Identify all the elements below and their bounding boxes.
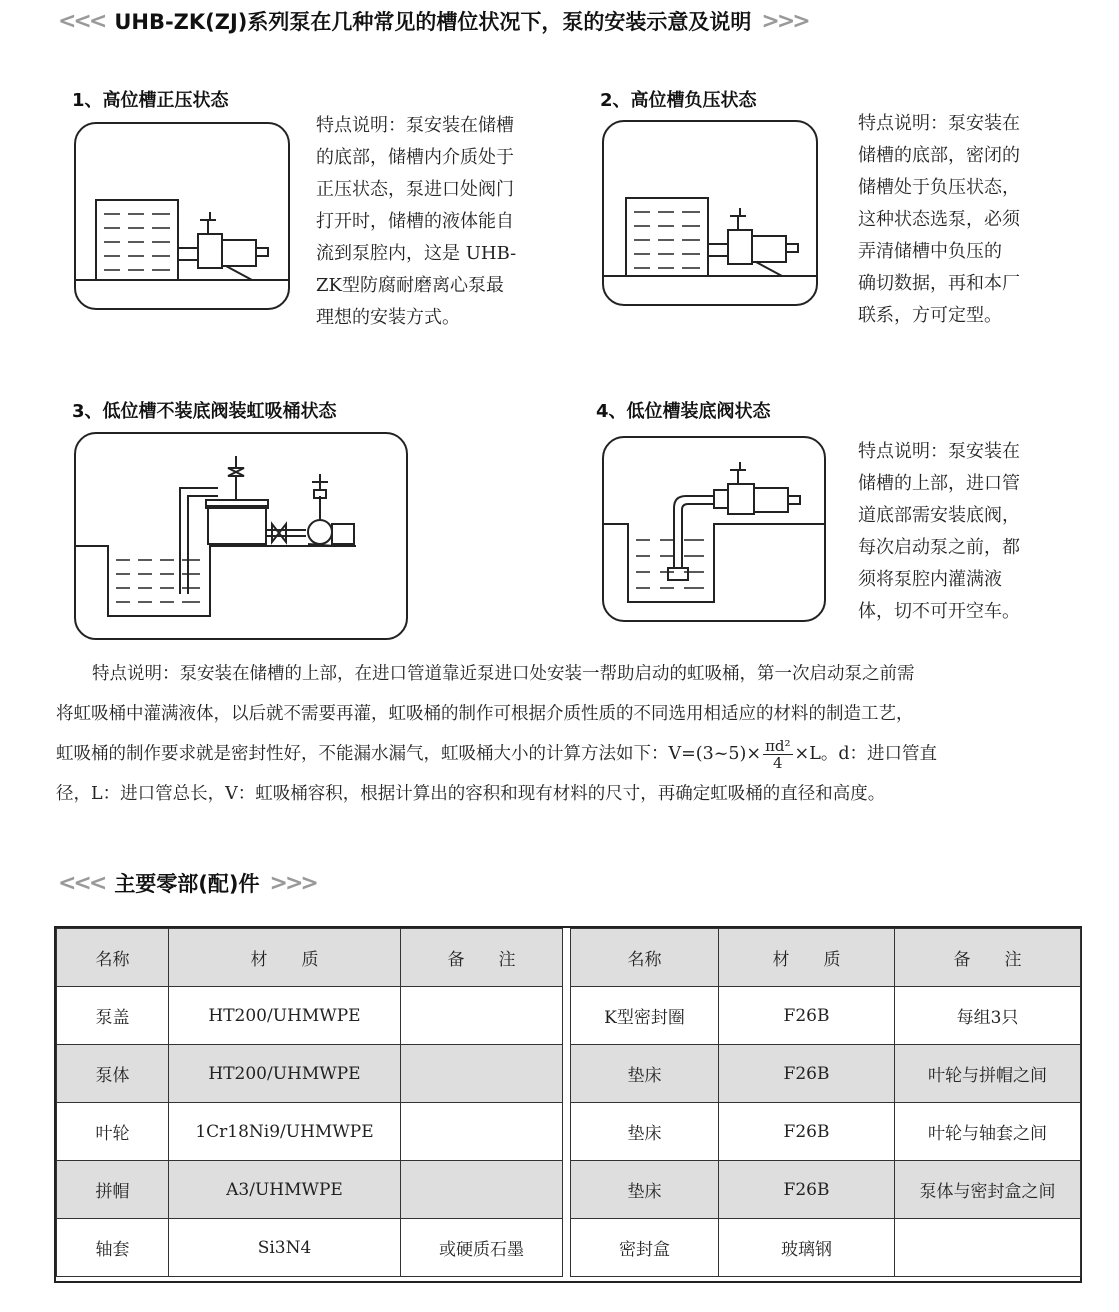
table-cell: 1Cr18Ni9/UHMWPE <box>169 1103 401 1161</box>
table-divider <box>563 1161 571 1219</box>
parts-table-frame <box>54 926 1082 1283</box>
state-2-line: 储槽的底部，密闭的 <box>858 145 1020 166</box>
table-cell: A3/UHMWPE <box>169 1161 401 1219</box>
state-2-diagram <box>602 120 818 306</box>
table-row <box>57 987 1081 1045</box>
siphon-line <box>56 734 1096 774</box>
state-4-title: 4、低位槽装底阀状态 <box>596 401 771 422</box>
table-cell: 玻璃钢 <box>719 1219 895 1277</box>
state-1-title: 1、高位槽正压状态 <box>72 90 229 111</box>
fraction-numerator: πd² <box>765 737 791 755</box>
chevron-right-icon: >>> <box>761 8 808 34</box>
state-4-line: 体，切不可开空车。 <box>858 601 1020 622</box>
chevron-left-icon: <<< <box>58 8 105 34</box>
table-cell <box>401 1161 563 1219</box>
siphon-line-3-pre: 虹吸桶的制作要求就是密封性好，不能漏水漏气，虹吸桶大小的计算方法如下：V=(3~5)× <box>56 744 762 764</box>
siphon-line <box>56 654 1096 694</box>
state-1-diagram <box>74 122 290 310</box>
state-2-line: 这种状态选泵，必须 <box>858 209 1020 230</box>
table-divider <box>563 1045 571 1103</box>
table-cell <box>401 987 563 1045</box>
siphon-line-4: 径，L：进口管总长，V：虹吸桶容积，根据计算出的容积和现有材料的尺寸，再确定虹吸桶的直径和高度。 <box>56 784 886 804</box>
chevron-right-icon: >>> <box>269 870 316 896</box>
volume-formula-fraction <box>763 738 792 771</box>
table-divider <box>563 1219 571 1277</box>
state-3-title: 3、低位槽不装底阀装虹吸桶状态 <box>72 401 337 422</box>
table-divider <box>563 987 571 1045</box>
state-1-description <box>316 110 566 334</box>
state-2-line: 特点说明：泵安装在 <box>858 113 1020 134</box>
state-4-line: 须将泵腔内灌满液 <box>858 569 1002 590</box>
table-cell: 泵体 <box>57 1045 169 1103</box>
header-remark: 备 注 <box>895 929 1081 987</box>
state-1-line: 打开时，储槽的液体能自 <box>316 211 514 232</box>
state-2-line: 弄清储槽中负压的 <box>858 241 1002 262</box>
table-divider <box>563 929 571 987</box>
table-cell: 叶轮与拼帽之间 <box>895 1045 1081 1103</box>
state-1-line: 特点说明：泵安装在储槽 <box>316 115 514 136</box>
table-cell: F26B <box>719 1161 895 1219</box>
state-2-line: 确切数据，再和本厂 <box>858 273 1020 294</box>
siphon-line-1: 特点说明：泵安装在储槽的上部，在进口管道靠近泵进口处安装一帮助启动的虹吸桶，第一次启动泵之前需 <box>92 664 915 684</box>
table-cell: 泵盖 <box>57 987 169 1045</box>
table-cell: 垫床 <box>571 1045 719 1103</box>
table-cell: F26B <box>719 987 895 1045</box>
page-title <box>58 6 808 36</box>
table-cell: Si3N4 <box>169 1219 401 1277</box>
table-cell: HT200/UHMWPE <box>169 987 401 1045</box>
parts-section-title <box>58 868 316 898</box>
state-1-line: 理想的安装方式。 <box>316 307 460 328</box>
state-4-description <box>858 436 1078 628</box>
parts-table <box>56 928 1081 1277</box>
header-material: 材 质 <box>719 929 895 987</box>
siphon-line-2: 将虹吸桶中灌满液体，以后就不需要再灌，虹吸桶的制作可根据介质性质的不同选用相适应的材料的制造工艺， <box>56 704 914 724</box>
table-cell: 每组3只 <box>895 987 1081 1045</box>
parts-title-text: 主要零部(配)件 <box>114 872 260 896</box>
table-cell: 或硬质石墨 <box>401 1219 563 1277</box>
table-row <box>57 1161 1081 1219</box>
chevron-left-icon: <<< <box>58 870 105 896</box>
table-cell: HT200/UHMWPE <box>169 1045 401 1103</box>
siphon-description <box>56 654 1096 814</box>
state-4-diagram <box>602 436 826 622</box>
parts-table-header-row <box>57 929 1081 987</box>
header-material: 材 质 <box>169 929 401 987</box>
table-cell: F26B <box>719 1045 895 1103</box>
state-4-line: 储槽的上部，进口管 <box>858 473 1020 494</box>
table-cell <box>895 1219 1081 1277</box>
state-1-line: ZK型防腐耐磨离心泵最 <box>316 275 504 296</box>
state-3-diagram <box>74 432 408 640</box>
header-name: 名称 <box>57 929 169 987</box>
page-title-text: UHB-ZK(ZJ)系列泵在几种常见的槽位状况下，泵的安装示意及说明 <box>114 10 752 34</box>
state-2-line: 储槽处于负压状态， <box>858 177 1020 198</box>
table-cell: 拼帽 <box>57 1161 169 1219</box>
table-cell: 轴套 <box>57 1219 169 1277</box>
state-4-line: 道底部需安装底阀， <box>858 505 1020 526</box>
state-1-line: 流到泵腔内，这是 UHB- <box>316 243 517 264</box>
state-2-title: 2、高位槽负压状态 <box>600 90 757 111</box>
state-1-line: 的底部，储槽内介质处于 <box>316 147 514 168</box>
table-row <box>57 1103 1081 1161</box>
state-2-line: 联系，方可定型。 <box>858 305 1002 326</box>
table-cell: 泵体与密封盒之间 <box>895 1161 1081 1219</box>
header-name: 名称 <box>571 929 719 987</box>
table-cell: 密封盒 <box>571 1219 719 1277</box>
table-cell <box>401 1103 563 1161</box>
table-cell: 垫床 <box>571 1103 719 1161</box>
header-remark: 备 注 <box>401 929 563 987</box>
table-cell <box>401 1045 563 1103</box>
table-cell: F26B <box>719 1103 895 1161</box>
siphon-line-3-post: ×L。d：进口管直 <box>794 744 938 764</box>
fraction-denominator: 4 <box>773 754 783 772</box>
table-cell: K型密封圈 <box>571 987 719 1045</box>
state-4-line: 特点说明：泵安装在 <box>858 441 1020 462</box>
table-row <box>57 1219 1081 1277</box>
state-1-line: 正压状态，泵进口处阀门 <box>316 179 514 200</box>
table-divider <box>563 1103 571 1161</box>
state-4-line: 每次启动泵之前，都 <box>858 537 1020 558</box>
table-row <box>57 1045 1081 1103</box>
table-cell: 叶轮与轴套之间 <box>895 1103 1081 1161</box>
state-2-description <box>858 108 1078 332</box>
table-cell: 叶轮 <box>57 1103 169 1161</box>
table-cell: 垫床 <box>571 1161 719 1219</box>
